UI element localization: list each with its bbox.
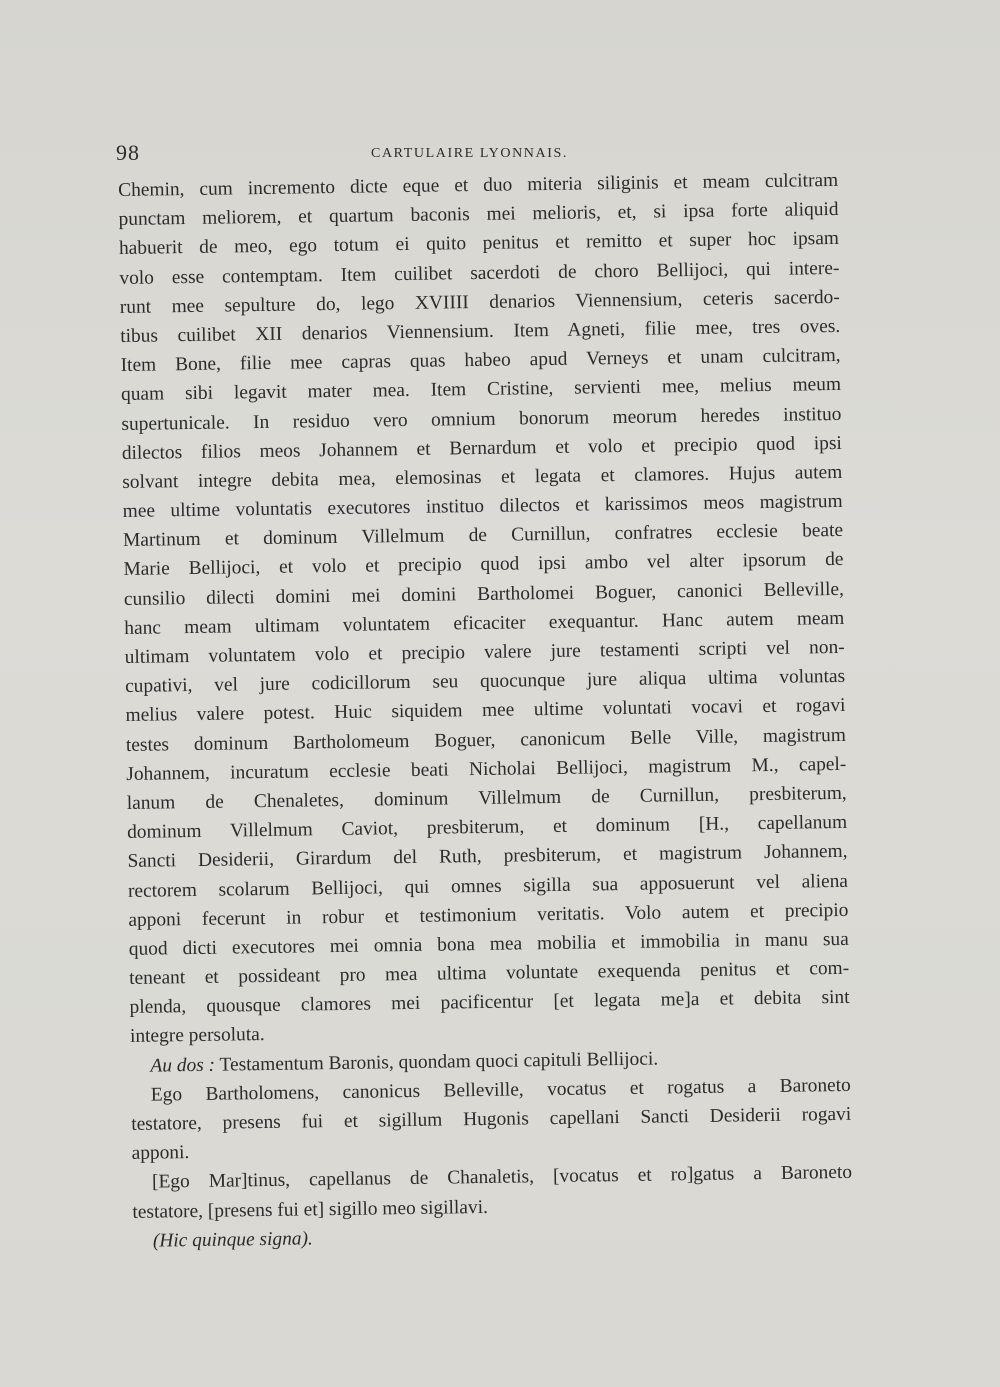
signa-note: (Hic quinque signa).	[152, 1228, 313, 1252]
text-line: Sancti Desiderii, Girardum del Ruth, presbiterum, et magistrum Johannem,	[127, 841, 848, 873]
text-line: plenda, quousque clamores mei pacificentur [et legata me]a et debita sint	[129, 987, 850, 1019]
text-line-last: integre persoluta.	[129, 1024, 265, 1048]
text-line: ultimam voluntatem volo et precipio valere jure testamenti scripti vel non-	[124, 636, 845, 668]
text-line: punctam meliorem, et quartum baconis mei melioris, et, si ipsa forte aliquid	[118, 199, 839, 231]
text-line: tibus cuilibet XII denarios Viennensium. Item Agneti, filie mee, tres oves.	[120, 315, 841, 347]
text-line: dilectos filios meos Johannem et Bernardum et volo et precipio quod ipsi	[121, 432, 842, 464]
text-line: volo esse contemptam. Item cuilibet sacerdoti de choro Bellijoci, qui intere-	[119, 257, 840, 289]
attestation-line: Ego Bartholomens, canonicus Belleville, vocatus et rogatus a Baroneto	[150, 1074, 851, 1106]
text-line: melius valere potest. Huic siquidem mee ultime voluntati vocavi et rogavi	[125, 695, 846, 727]
text-line: runt mee sepulture do, lego XVIIII denarios Viennensium, ceteris sacerdo-	[119, 286, 840, 318]
text-line: hanc meam ultimam voluntatem eficaciter exequantur. Hanc autem meam	[124, 607, 845, 639]
page-header	[116, 140, 838, 170]
charter-text	[118, 166, 853, 1256]
text-line: quam sibi legavit mater mea. Item Cristine, servienti mee, melius meum	[120, 374, 842, 406]
running-title: CARTULAIRE LYONNAIS.	[371, 146, 568, 161]
endorsement-label: Au dos :	[150, 1054, 216, 1077]
text-line: apponi fecerunt in robur et testimonium veritatis. Volo autem et precipio	[128, 899, 849, 931]
text-line: supertunicale. In residuo vero omnium bonorum meorum heredes instituo	[121, 403, 842, 435]
text-line: Item Bone, filie mee capras quas habeo apud Verneys et unam culcitram,	[120, 345, 841, 377]
text-line: Johannem, incuratum ecclesie beati Nicholai Bellijoci, magistrum M., capel-	[126, 753, 847, 785]
text-line: lanum de Chenaletes, dominum Villelmum de Curnillun, presbiterum,	[126, 782, 847, 814]
text-line: cupativi, vel jure codicillorum seu quocunque jure aliqua ultima voluntas	[124, 666, 846, 698]
text-line: dominum Villelmum Caviot, presbiterum, et dominum [H., capellanum	[127, 812, 848, 844]
attestation-line: [Ego Mar]tinus, capellanus de Chanaletis, [vocatus et ro]gatus a Baroneto	[151, 1162, 853, 1193]
text-line: habuerit de meo, ego totum ei quito penitus et remitto et super hoc ipsam	[118, 228, 840, 260]
text-line: testes dominum Bartholomeum Boguer, canonicum Belle Ville, magistrum	[125, 724, 847, 756]
text-line: rectorem scolarum Bellijoci, qui omnes sigilla sua apposuerunt vel aliena	[127, 870, 849, 902]
text-line: mee ultime voluntatis executores instituo dilectos et karissimos meos magistrum	[122, 490, 843, 523]
attestation-line-last: apponi.	[131, 1142, 190, 1165]
endorsement-text: Testamentum Baronis, quondam quoci capituli Bellijoci.	[214, 1048, 659, 1076]
text-line: teneant et possideant pro mea ultima voluntate exequenda penitus et com-	[129, 957, 850, 989]
attestation-line-last: testatore, [presens fui et] sigillo meo sigillavi.	[132, 1196, 488, 1223]
text-line: solvant integre debita mea, elemosinas et legata et clamores. Hujus autem	[122, 461, 843, 493]
text-line: quod dicti executores mei omnia bona mea mobilia et immobilia in manu sua	[128, 928, 849, 960]
attestation-line: testatore, presens fui et sigillum Hugonis capellani Sancti Desiderii rogavi	[131, 1103, 852, 1135]
text-line: Martinum et dominum Villelmum de Curnillun, confratres ecclesie beate	[122, 520, 844, 552]
text-line: cunsilio dilecti domini mei domini Bartholomei Boguer, canonici Belleville,	[123, 578, 844, 610]
text-line: Chemin, cum incremento dicte eque et duo miteria siliginis et meam culcitram	[118, 169, 839, 201]
text-line: Marie Bellijoci, et volo et precipio quod ipsi ambo vel alter ipsorum de	[123, 549, 844, 581]
page-number: 98	[116, 140, 140, 165]
